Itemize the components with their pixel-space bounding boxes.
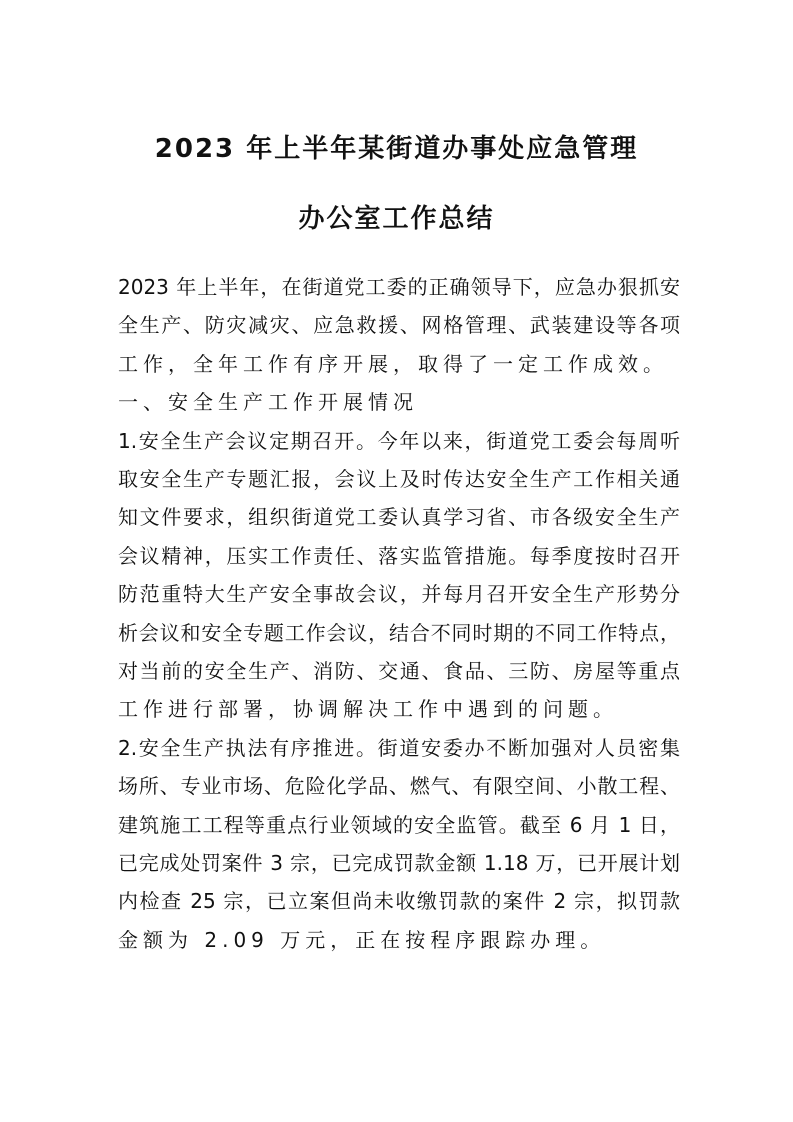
body-text-line: 建筑施工工程等重点行业领域的安全监管。截至 6 月 1 日，	[118, 812, 680, 837]
body-text-line: 全生产、防灾减灾、应急救援、网格管理、武装建设等各项	[118, 313, 680, 338]
body-text-line: 对当前的安全生产、消防、交通、食品、三防、房屋等重点	[118, 659, 680, 683]
body-text-line: 场所、专业市场、危险化学品、燃气、有限空间、小散工程、	[118, 774, 680, 799]
body-text-line: 会议精神，压实工作责任、落实监管措施。每季度按时召开	[118, 543, 680, 568]
body-text-line: 2023 年上半年，在街道党工委的正确领导下，应急办狠抓安	[118, 275, 680, 299]
body-text-line: 析会议和安全专题工作会议，结合不同时期的不同工作特点，	[118, 620, 680, 645]
document-title-line-1: 2023 年上半年某街道办事处应急管理	[154, 134, 639, 164]
body-text-line: 2.安全生产执法有序推进。街道安委办不断加强对人员密集	[118, 735, 680, 760]
body-text-line: 知文件要求，组织街道党工委认真学习省、市各级安全生产	[118, 505, 680, 530]
body-text-line: 内检查 25 宗，已立案但尚未收缴罚款的案件 2 宗，拟罚款	[118, 889, 680, 914]
body-text-line: 1.安全生产会议定期召开。今年以来，街道党工委会每周听	[118, 428, 680, 453]
body-text-line: 一、安全生产工作开展情况	[118, 390, 418, 415]
body-text-line: 工作，全年工作有序开展，取得了一定工作成效。	[118, 351, 668, 376]
document-title-line-2: 办公室工作总结	[298, 204, 495, 234]
body-text-line: 防范重特大生产安全事故会议，并每月召开安全生产形势分	[118, 582, 680, 607]
body-text-line: 取安全生产专题汇报，会议上及时传达安全生产工作相关通	[118, 467, 680, 491]
body-text-line: 工作进行部署，协调解决工作中遇到的问题。	[118, 697, 618, 722]
body-text-line: 金额为 2.09 万元，正在按程序跟踪办理。	[118, 927, 606, 952]
body-text-line: 已完成处罚案件 3 宗，已完成罚款金额 1.18 万，已开展计划	[118, 851, 680, 875]
